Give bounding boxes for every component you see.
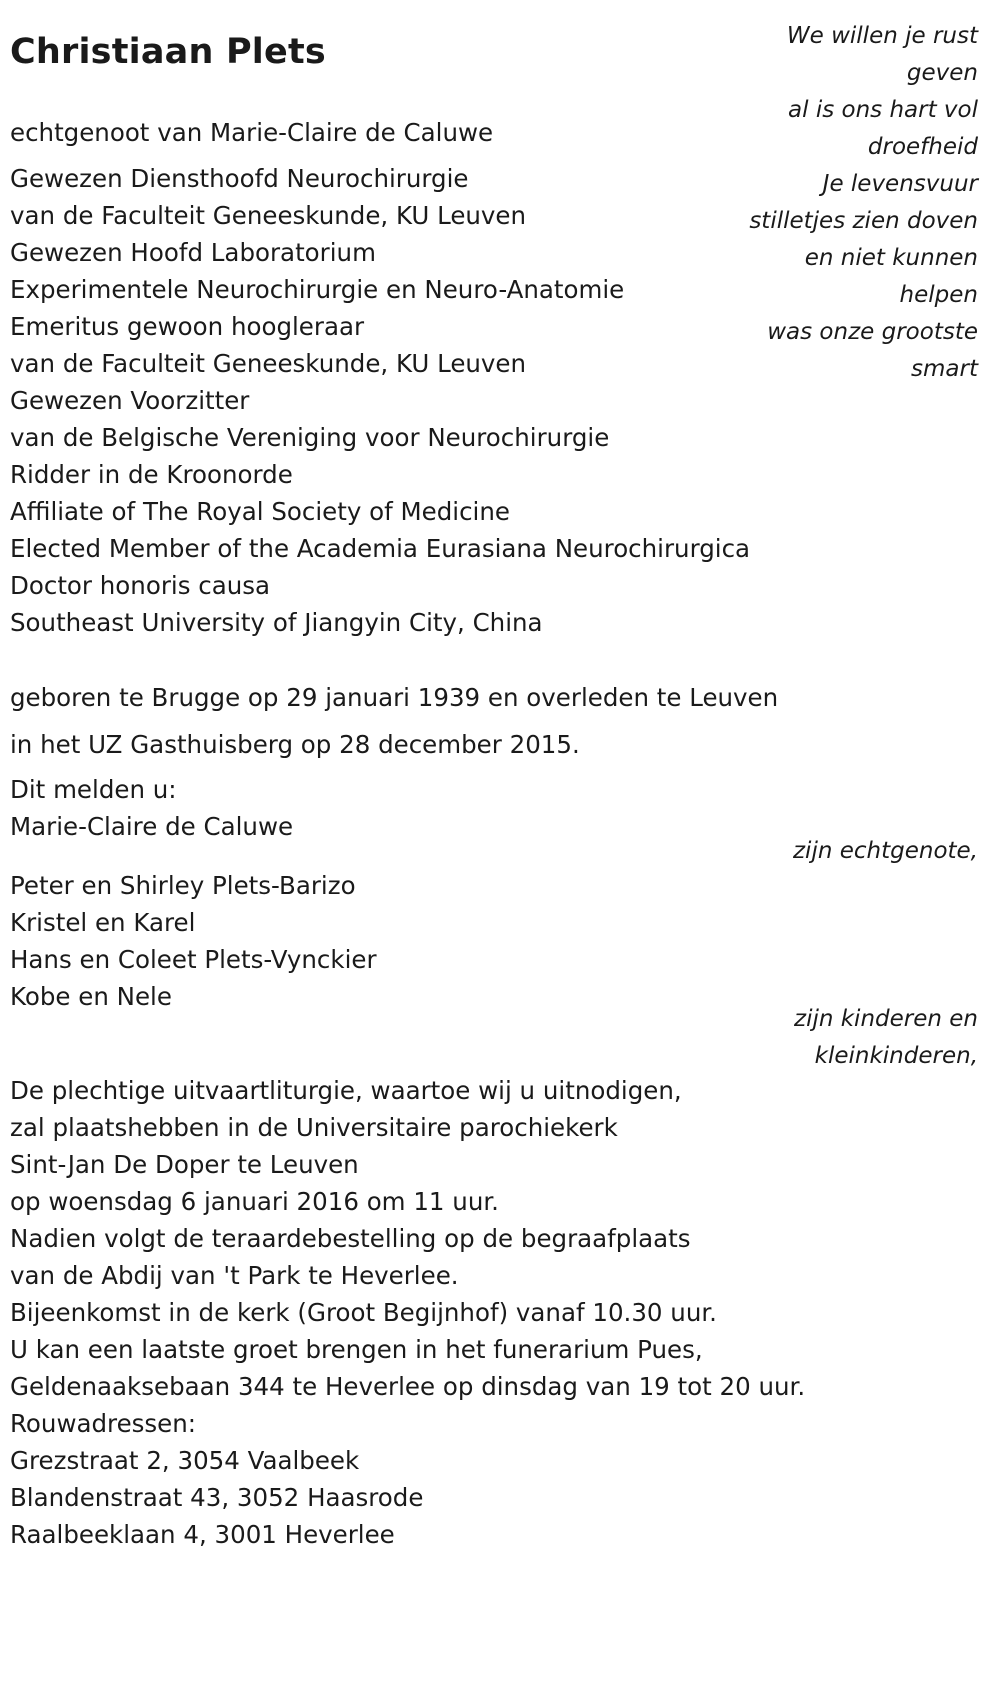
- funeral-line: van de Abdij van 't Park te Heverlee.: [10, 1261, 459, 1290]
- title-line: van de Faculteit Geneeskunde, KU Leuven: [10, 349, 527, 378]
- funeral-line: op woensdag 6 januari 2016 om 11 uur.: [10, 1187, 499, 1216]
- poem-line: al is ons hart vol: [788, 97, 978, 123]
- addresses-heading: Rouwadressen:: [10, 1409, 197, 1438]
- title-line: Gewezen Diensthoofd Neurochirurgie: [10, 164, 469, 193]
- funeral-line: Nadien volgt de teraardebestelling op de begraafplaats: [10, 1224, 691, 1253]
- title-line: Elected Member of the Academia Eurasiana Neurochirurgica: [10, 534, 751, 563]
- child-line: Peter en Shirley Plets-Barizo: [10, 871, 356, 900]
- poem-line: droefheid: [867, 134, 978, 160]
- poem-line: geven: [906, 60, 978, 86]
- funeral-line: U kan een laatste groet brengen in het funerarium Pues,: [10, 1335, 703, 1364]
- spouse-line: echtgenoot van Marie-Claire de Caluwe: [10, 118, 494, 147]
- address-line: Raalbeeklaan 4, 3001 Heverlee: [10, 1520, 395, 1549]
- title-line: Emeritus gewoon hoogleraar: [10, 312, 365, 341]
- funeral-line: Bijeenkomst in de kerk (Groot Begijnhof) vanaf 10.30 uur.: [10, 1298, 717, 1327]
- funeral-line: Sint-Jan De Doper te Leuven: [10, 1150, 359, 1179]
- deceased-name: Christiaan Plets: [10, 32, 326, 72]
- child-line: Hans en Coleet Plets-Vynckier: [10, 945, 377, 974]
- poem-line: Je levensvuur: [822, 171, 978, 197]
- funeral-line: Geldenaaksebaan 344 te Heverlee op dinsdag van 19 tot 20 uur.: [10, 1372, 806, 1401]
- children-role: kleinkinderen,: [814, 1043, 978, 1069]
- poem-line: en niet kunnen: [804, 245, 978, 271]
- funeral-line: zal plaatshebben in de Universitaire parochiekerk: [10, 1113, 618, 1142]
- title-line: Ridder in de Kroonorde: [10, 460, 293, 489]
- title-line: van de Belgische Vereniging voor Neurochirurgie: [10, 423, 610, 452]
- title-line: van de Faculteit Geneeskunde, KU Leuven: [10, 201, 527, 230]
- birth-death-line: geboren te Brugge op 29 januari 1939 en overleden te Leuven: [10, 683, 779, 712]
- poem-line: smart: [911, 356, 978, 382]
- poem-line: stilletjes zien doven: [749, 208, 978, 234]
- title-line: Gewezen Voorzitter: [10, 386, 250, 415]
- announced-intro: Dit melden u:: [10, 775, 177, 804]
- title-line: Experimentele Neurochirurgie en Neuro-Anatomie: [10, 275, 625, 304]
- child-line: Kobe en Nele: [10, 982, 172, 1011]
- poem: [718, 18, 978, 388]
- poem-line: helpen: [899, 282, 978, 308]
- title-line: Affiliate of The Royal Society of Medicine: [10, 497, 510, 526]
- address-line: Grezstraat 2, 3054 Vaalbeek: [10, 1446, 360, 1475]
- funeral-line: De plechtige uitvaartliturgie, waartoe wij u uitnodigen,: [10, 1076, 682, 1105]
- title-line: Gewezen Hoofd Laboratorium: [10, 238, 376, 267]
- birth-death-line: in het UZ Gasthuisberg op 28 december 2015.: [10, 730, 580, 759]
- spouse-name: Marie-Claire de Caluwe: [10, 812, 294, 841]
- poem-line: We willen je rust: [786, 23, 978, 49]
- child-line: Kristel en Karel: [10, 908, 196, 937]
- address-line: Blandenstraat 43, 3052 Haasrode: [10, 1483, 424, 1512]
- children-role: zijn kinderen en: [794, 1006, 978, 1032]
- title-line: Doctor honoris causa: [10, 571, 271, 600]
- poem-line: was onze grootste: [767, 319, 978, 345]
- spouse-role: zijn echtgenote,: [792, 838, 978, 864]
- title-line: Southeast University of Jiangyin City, China: [10, 608, 543, 637]
